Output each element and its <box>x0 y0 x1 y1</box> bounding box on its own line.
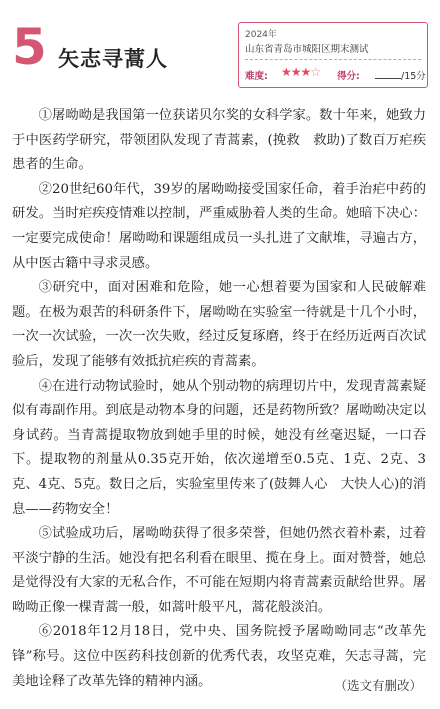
article-body <box>0 104 440 694</box>
source-note: （选文有删改） <box>334 678 422 693</box>
paragraph-6: ⑥2018年12月18日，党中央、国务院授予屠呦呦同志“改革先锋”称号。这位中医药科技创新的优秀代表，攻坚克难，矢志寻蒿，完美地诠释了改革先锋的精神内涵。 <box>12 624 426 689</box>
difficulty-label: 难度: <box>245 71 268 82</box>
score-label: 得分: <box>337 71 360 82</box>
paragraph-1: ①屠呦呦是我国第一位获诺贝尔奖的女科学家。数十年来，她致力于中医药学研究，带领团队发现了青蒿素，(挽救 救助)了数百万疟疾患者的生命。 <box>12 108 426 173</box>
paragraph-5: ⑤试验成功后，屠呦呦获得了很多荣誉，但她仍然衣着朴素，过着平淡宁静的生活。她没有把名利看在眼里、揽在身上。面对赞誉，她总是觉得没有大家的无私合作，不可能在短期内将青蒿素贡献给世界。屠呦呦正像一棵青蒿一般，如蒿叶般平凡，蒿花般淡泊。 <box>12 526 426 615</box>
lesson-number: 5 <box>12 18 47 76</box>
difficulty-stars <box>281 65 320 79</box>
paragraph-4: ④在进行动物试验时，她从个别动物的病理切片中，发现青蒿素疑似有毒副作用。到底是动物本身的问题，还是药物所致？屠呦呦决定以身试药。当青蒿提取物放到她手里的时候，她没有丝毫迟疑，一口吞下。提取物的剂量从0.35克开始，依次递增至0.5克、1克、2克、3克、4克、5克。数日之后，实验室里传来了(鼓舞人心 大快人心)的消息——药物安全！ <box>12 378 426 517</box>
exam-year: 2024年 <box>245 30 277 40</box>
star-filled-icon: ★ <box>290 65 301 79</box>
lesson-title: 矢志寻蒿人 <box>58 47 168 71</box>
score-blank[interactable] <box>375 78 401 79</box>
lesson-header <box>0 0 440 96</box>
paragraph-2: ②20世纪60年代，39岁的屠呦呦接受国家任命，着手治疟中药的研发。当时疟疾疫情难以控制，严重威胁着人类的生命。她暗下决心：一定要完成使命！屠呦呦和课题组成员一头扎进了文献堆，寻遍古方，从中医古籍中寻求灵感。 <box>12 181 426 271</box>
divider <box>245 59 421 60</box>
star-filled-icon: ★ <box>281 65 291 79</box>
star-filled-icon: ★ <box>300 65 311 79</box>
star-empty-icon: ☆ <box>310 65 321 79</box>
exam-info-box <box>238 22 428 88</box>
score-total: /15分 <box>401 71 426 82</box>
paragraph-3: ③研究中，面对困难和危险，她一心想着要为国家和人民破解难题。在极为艰苦的科研条件下，屠呦呦在实验室一待就是十几个小时，一次一次试验，一次一次失败，经过反复琢磨，终于在经历近两百次试验后，发现了能够有效抵抗疟疾的青蒿素。 <box>12 280 426 369</box>
exam-source: 山东省青岛市城阳区期末测试 <box>245 44 369 55</box>
